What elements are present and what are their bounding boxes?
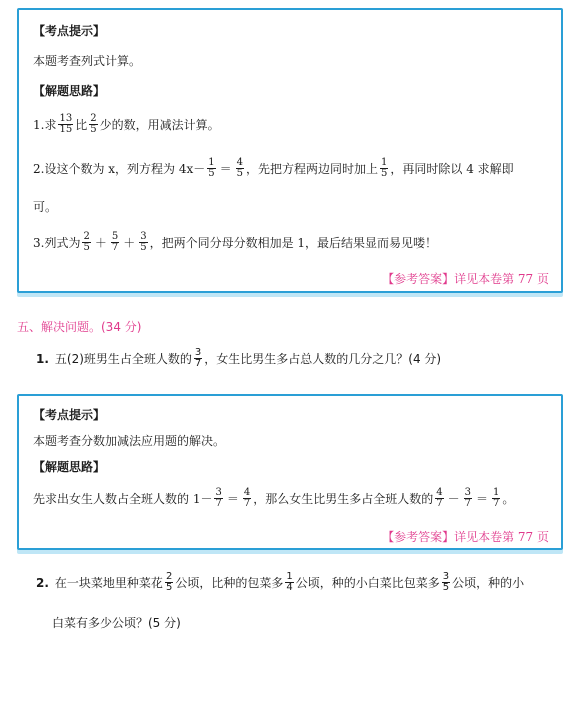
fraction: $\frac{1}{7}$ — [493, 487, 500, 509]
fraction: $\frac{2}{5}$ — [83, 231, 90, 253]
kaodian-label: 【考点提示】 — [33, 24, 106, 38]
q2-suffix: 公顷，种的小 — [452, 576, 525, 590]
fraction: $\frac{3}{5}$ — [442, 571, 450, 593]
kaodian-label: 【考点提示】 — [33, 408, 106, 422]
question-number: 2. — [36, 575, 49, 590]
kaodian-text: 本题考查列式计算。 — [33, 54, 142, 68]
q1-prefix: 五(2)班男生占全班人数的 — [54, 352, 192, 366]
step2-suffix: ，再同时除以 4 求解即 — [390, 162, 514, 176]
step3-suffix: ，把两个同分母分数相加是 1，最后结果显而易见喽！ — [149, 236, 438, 250]
fraction: $\frac{2}{5}$ — [165, 571, 173, 593]
answer-reference: 【参考答案】详见本卷第 77 页 — [382, 530, 549, 544]
fraction: $\frac{3}{7}$ — [464, 487, 471, 509]
fraction: $\frac{4}{7}$ — [243, 487, 251, 509]
fraction: $\frac{4}{7}$ — [436, 487, 443, 509]
fraction: $\frac{5}{7}$ — [111, 231, 119, 253]
step1-suffix: 少的数，用减法计算。 — [99, 118, 220, 132]
fraction: $\frac{13}{15}$ — [59, 113, 73, 135]
step-3 — [33, 232, 437, 253]
step-2 — [33, 158, 514, 179]
equals-sign: ＝ — [219, 162, 232, 176]
fraction: $\frac{3}{7}$ — [194, 347, 202, 369]
line-prefix: 先求出女生人数占全班人数的 1－ — [33, 492, 213, 506]
step1-mid: 比 — [75, 118, 88, 132]
step3-prefix: 3.列式为 — [33, 236, 81, 250]
equals-sign: ＝ — [476, 492, 489, 506]
answer-reference: 【参考答案】详见本卷第 77 页 — [382, 272, 549, 286]
step1-prefix: 1.求 — [33, 118, 57, 132]
hint-box-1 — [17, 8, 563, 293]
fraction: $\frac{1}{5}$ — [208, 157, 215, 179]
step2-cont: 可。 — [33, 200, 58, 214]
q2-prefix: 在一块菜地里种菜花 — [54, 576, 163, 590]
step2-prefix: 2.设这个数为 x，列方程为 4x－ — [33, 162, 206, 176]
question-2 — [36, 572, 524, 593]
question-1 — [36, 348, 441, 369]
question-2-cont: 白菜有多少公顷？(5 分) — [52, 616, 181, 630]
solution-line — [33, 488, 514, 509]
step-1 — [33, 114, 220, 135]
question-number: 1. — [36, 351, 49, 366]
line-suffix: 。 — [502, 492, 515, 506]
plus-sign: ＋ — [94, 236, 107, 250]
fraction: $\frac{2}{5}$ — [90, 113, 97, 135]
fraction: $\frac{3}{5}$ — [140, 231, 147, 253]
fraction: $\frac{1}{5}$ — [381, 157, 388, 179]
kaodian-text: 本题考查分数加减法应用题的解决。 — [33, 434, 226, 448]
section-title: 五、解决问题。(34 分) — [17, 320, 142, 334]
fraction: $\frac{3}{7}$ — [215, 487, 222, 509]
fraction: $\frac{1}{4}$ — [286, 571, 293, 593]
fraction: $\frac{4}{5}$ — [236, 157, 244, 179]
plus-sign: ＋ — [123, 236, 136, 250]
q1-suffix: ，女生比男生多占总人数的几分之几？(4 分) — [204, 352, 442, 366]
line-mid: ，那么女生比男生多占全班人数的 — [253, 492, 434, 506]
silu-label: 【解题思路】 — [33, 460, 106, 474]
q2-mid1: 公顷，比种的包菜多 — [175, 576, 284, 590]
step2-mid: ，先把方程两边同时加上 — [246, 162, 379, 176]
hint-box-2 — [17, 394, 563, 550]
minus-sign: － — [447, 492, 460, 506]
equals-sign: ＝ — [226, 492, 239, 506]
silu-label: 【解题思路】 — [33, 84, 106, 98]
q2-mid2: 公顷，种的小白菜比包菜多 — [295, 576, 440, 590]
